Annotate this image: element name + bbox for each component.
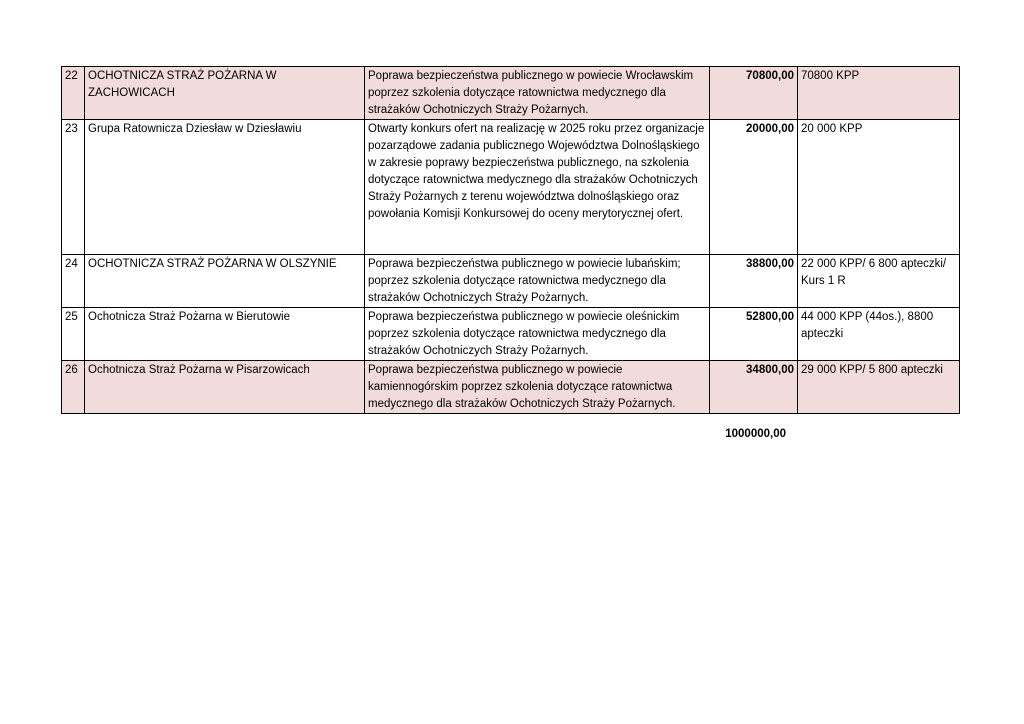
allocation-note: 44 000 KPP (44os.), 8800 apteczki <box>798 308 960 361</box>
organization-name: OCHOTNICZA STRAŻ POŻARNA W OLSZYNIE <box>85 255 365 308</box>
grant-amount: 70800,00 <box>710 67 798 120</box>
organization-name: Grupa Ratownicza Dziesław w Dziesławiu <box>85 120 365 255</box>
task-title: Otwarty konkurs ofert na realizację w 2025 roku przez organizacje pozarządowe zadania publicznego Województwa Dolnośląskiego w zakresie poprawy bezpieczeństwa publicznego, na szkolenia dotyczące ratownictwa medycznego dla strażaków Ochotniczych Straży Pożarnych z terenu województwa dolnośląskiego oraz powołania Komisji Konkursowej do oceny merytorycznej ofert. <box>365 120 710 255</box>
allocation-note: 29 000 KPP/ 5 800 apteczki <box>798 361 960 414</box>
row-number: 24 <box>62 255 85 308</box>
task-title: Poprawa bezpieczeństwa publicznego w powiecie oleśnickim poprzez szkolenia dotyczące ratownictwa medycznego dla strażaków Ochotniczych Straży Pożarnych. <box>365 308 710 361</box>
allocation-note: 22 000 KPP/ 6 800 apteczki/ Kurs 1 R <box>798 255 960 308</box>
task-title: Poprawa bezpieczeństwa publicznego w powiecie Wrocławskim poprzez szkolenia dotyczące ratownictwa medycznego dla strażaków Ochotniczych Straży Pożarnych. <box>365 67 710 120</box>
table-row <box>62 361 960 414</box>
table-row <box>62 120 960 255</box>
table-row <box>62 255 960 308</box>
grant-amount: 20000,00 <box>710 120 798 255</box>
grant-amount: 52800,00 <box>710 308 798 361</box>
grand-total: 1000000,00 <box>725 428 786 440</box>
task-title: Poprawa bezpieczeństwa publicznego w powiecie lubańskim; poprzez szkolenia dotyczące ratownictwa medycznego dla strażaków Ochotniczych Straży Pożarnych. <box>365 255 710 308</box>
allocation-note: 70800 KPP <box>798 67 960 120</box>
row-number: 25 <box>62 308 85 361</box>
table-row <box>62 67 960 120</box>
row-number: 26 <box>62 361 85 414</box>
organization-name: Ochotnicza Straż Pożarna w Bierutowie <box>85 308 365 361</box>
table-row <box>62 308 960 361</box>
organization-name: OCHOTNICZA STRAŻ POŻARNA W ZACHOWICACH <box>85 67 365 120</box>
row-number: 23 <box>62 120 85 255</box>
organization-name: Ochotnicza Straż Pożarna w Pisarzowicach <box>85 361 365 414</box>
row-number: 22 <box>62 67 85 120</box>
grant-amount: 38800,00 <box>710 255 798 308</box>
grants-table <box>61 66 960 414</box>
allocation-note: 20 000 KPP <box>798 120 960 255</box>
grant-amount: 34800,00 <box>710 361 798 414</box>
task-title: Poprawa bezpieczeństwa publicznego w powiecie kamiennogórskim poprzez szkolenia dotyczące ratownictwa medycznego dla strażaków Ochotniczych Straży Pożarnych. <box>365 361 710 414</box>
